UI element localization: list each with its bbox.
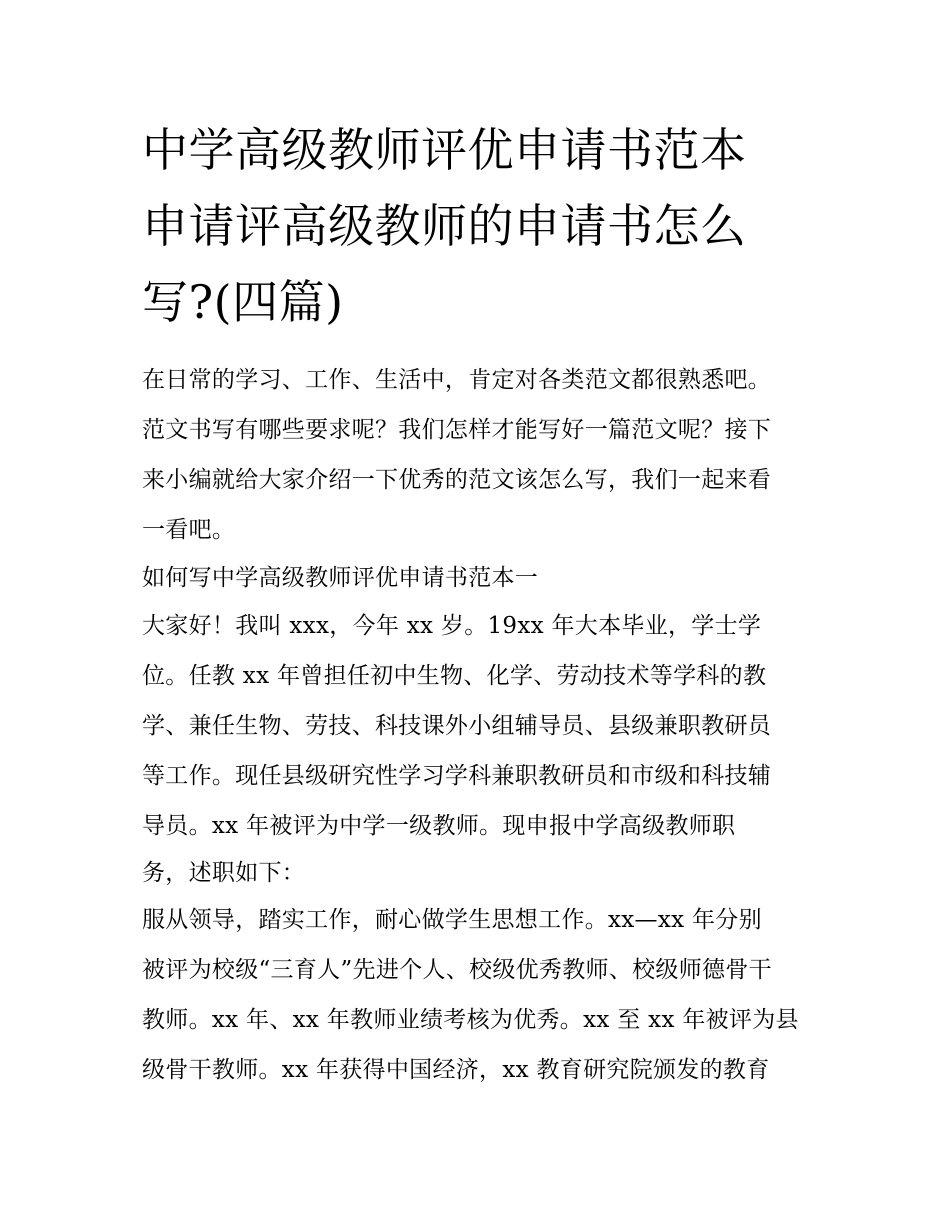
- title-line: 申请评高级教师的申请书怎么: [142, 199, 747, 253]
- intro-paragraph: [142, 355, 822, 555]
- paragraph-achievements: [142, 895, 822, 1095]
- text-line: 被评为校级“三育人”先进个人、校级优秀教师、校级师德骨干: [142, 957, 772, 983]
- text-line: 在日常的学习、工作、生活中，肯定对各类范文都很熟悉吧。: [142, 367, 772, 393]
- document-body: [142, 355, 822, 1095]
- title-line: 写?(四篇): [142, 275, 344, 329]
- text-line: 来小编就给大家介绍一下优秀的范文该怎么写，我们一起来看: [142, 467, 772, 493]
- text-line: 范文书写有哪些要求呢？我们怎样才能写好一篇范文呢？接下: [142, 417, 772, 443]
- text-line: 务，述职如下：: [142, 860, 306, 886]
- text-line: 位。任教 xx 年曾担任初中生物、化学、劳动技术等学科的教: [142, 663, 767, 689]
- text-line: 服从领导，踏实工作，耐心做学生思想工作。xx—xx 年分别: [142, 907, 762, 933]
- text-line: 学、兼任生物、劳技、科技课外小组辅导员、县级兼职教研员: [142, 713, 772, 739]
- section-heading: 如何写中学高级教师评优申请书范本一: [142, 565, 539, 591]
- text-line: 教师。xx 年、xx 年教师业绩考核为优秀。xx 至 xx 年被评为县: [142, 1007, 799, 1033]
- text-line: 级骨干教师。xx 年获得中国经济，xx 教育研究院颁发的教育: [142, 1057, 770, 1083]
- text-line: 大家好！我叫 xxx，今年 xx 岁。19xx 年大本毕业，学士学: [142, 613, 762, 639]
- text-line: 导员。xx 年被评为中学一级教师。现申报中学高级教师职: [142, 813, 736, 839]
- paragraph-introduction: [142, 601, 822, 895]
- document-title: [142, 112, 822, 340]
- title-line: 中学高级教师评优申请书范本: [142, 123, 747, 177]
- text-line: 等工作。现任县级研究性学习学科兼职教研员和市级和科技辅: [142, 763, 772, 789]
- text-line: 一看吧。: [142, 517, 236, 543]
